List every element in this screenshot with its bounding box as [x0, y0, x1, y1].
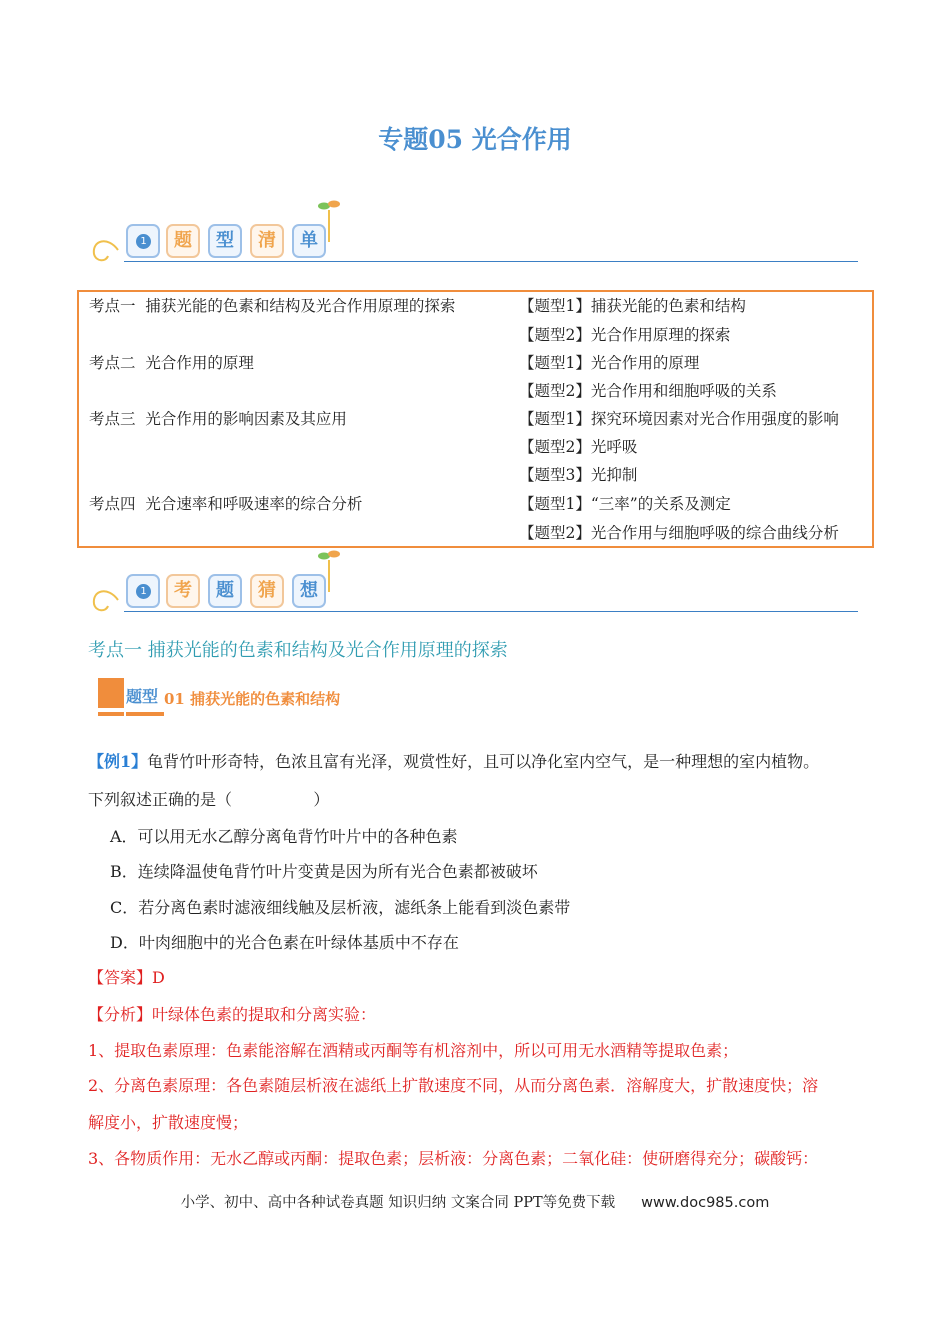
topic-table: [77, 290, 874, 548]
toc-type: 【题型2】光合作用原理的探索: [519, 326, 731, 344]
page-footer: [0, 1191, 950, 1212]
stem-line-2: 下列叙述正确的是（ ）: [88, 790, 330, 809]
banner-tile: 型: [208, 224, 242, 258]
question-type-heading: [98, 678, 398, 718]
answer-value: D: [152, 968, 165, 987]
sprout-icon: [318, 548, 340, 592]
banner-rule: [124, 261, 858, 262]
footer-site-link[interactable]: www.doc985.com: [641, 1195, 770, 1211]
example-stem: [88, 749, 819, 772]
toc-point: 考点一 捕获光能的色素和结构及光合作用原理的探索: [89, 297, 456, 315]
toc-point: 考点二 光合作用的原理: [89, 354, 254, 372]
analysis-line: 2、分离色素原理：各色素随层析液在滤纸上扩散速度不同，从而分离色素．溶解度大，扩散速度快；溶: [88, 1076, 819, 1095]
page-title: 专题05 光合作用: [378, 125, 572, 154]
toc-type: 【题型1】探究环境因素对光合作用强度的影响: [519, 410, 839, 428]
toc-point: 考点四 光合速率和呼吸速率的综合分析: [89, 495, 363, 513]
section-heading: 考点一 捕获光能的色素和结构及光合作用原理的探索: [88, 640, 508, 661]
footer-text: 小学、初中、高中各种试卷真题 知识归纳 文案合同 PPT等免费下载: [180, 1195, 616, 1211]
swirl-icon: [88, 230, 128, 264]
option-b: B．连续降温使龟背竹叶片变黄是因为所有光合色素都被破坏: [110, 862, 538, 881]
option-c: C．若分离色素时滤液细线触及层析液，滤纸条上能看到淡色素带: [110, 898, 571, 917]
sprout-icon: [318, 198, 340, 242]
analysis-line: 1、提取色素原理：色素能溶解在酒精或丙酮等有机溶剂中，所以可用无水酒精等提取色素；: [88, 1041, 739, 1060]
toc-type: 【题型2】光合作用与细胞呼吸的综合曲线分析: [519, 524, 839, 542]
underline-bar: [98, 712, 124, 716]
section-banner-exam-predictions: [88, 548, 858, 620]
toc-type: 【题型1】光合作用的原理: [519, 354, 700, 372]
orange-block-icon: [98, 678, 124, 708]
stem-line-1: 龟背竹叶形奇特，色浓且富有光泽，观赏性好，且可以净化室内空气，是一种理想的室内植物。: [147, 752, 820, 771]
number-badge: 1: [126, 574, 160, 608]
banner-tile: 单: [292, 224, 326, 258]
example-tag: 【例1】: [88, 752, 148, 771]
banner-tile: 题: [166, 224, 200, 258]
analysis-title: 叶绿体色素的提取和分离实验：: [152, 1005, 377, 1024]
banner-tile: 清: [250, 224, 284, 258]
answer-tag: 【答案】: [88, 968, 153, 987]
answer-line: [88, 965, 165, 988]
type-title: 01 捕获光能的色素和结构: [164, 690, 341, 708]
banner-tile: 题: [208, 574, 242, 608]
banner-tile: 猜: [250, 574, 284, 608]
option-a: A．可以用无水乙醇分离龟背竹叶片中的各种色素: [110, 827, 458, 846]
underline-bar: [126, 712, 164, 716]
toc-type: 【题型3】光抑制: [519, 466, 638, 484]
banner-tile: 考: [166, 574, 200, 608]
toc-type: 【题型1】捕获光能的色素和结构: [519, 297, 746, 315]
analysis-line: 解度小，扩散速度慢；: [88, 1113, 249, 1132]
toc-type: 【题型2】光呼吸: [519, 438, 638, 456]
toc-type: 【题型2】光合作用和细胞呼吸的关系: [519, 382, 777, 400]
section-banner-question-types: [88, 198, 858, 270]
number-badge: 1: [126, 224, 160, 258]
toc-point: 考点三 光合作用的影响因素及其应用: [89, 410, 347, 428]
analysis-line: 3、各物质作用：无水乙醇或丙酮：提取色素；层析液：分离色素；二氧化硅：使研磨得充分；碳酸钙：: [88, 1149, 819, 1168]
type-label: 题型: [126, 687, 159, 706]
analysis-tag: 【分析】: [88, 1005, 153, 1024]
banner-rule: [124, 611, 858, 612]
banner-tile: 想: [292, 574, 326, 608]
swirl-icon: [88, 580, 128, 614]
analysis-heading: [88, 1002, 376, 1025]
option-d: D．叶肉细胞中的光合色素在叶绿体基质中不存在: [110, 933, 459, 952]
toc-type: 【题型1】“三率”的关系及测定: [519, 495, 731, 513]
